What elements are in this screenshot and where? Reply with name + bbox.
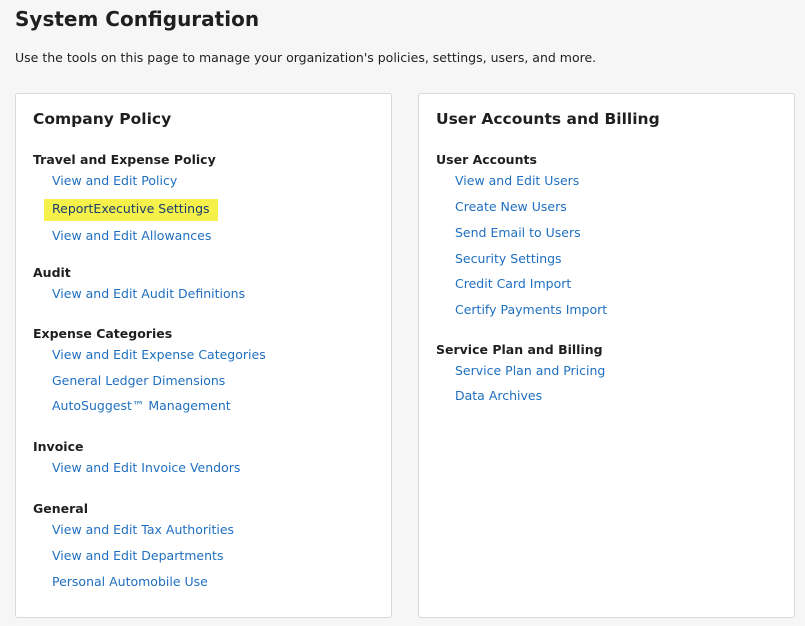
general-heading: General	[33, 501, 88, 516]
service-plan-billing-section	[436, 342, 605, 413]
view-edit-tax-authorities-link[interactable]: View and Edit Tax Authorities	[52, 522, 235, 537]
view-edit-allowances-link[interactable]: View and Edit Allowances	[52, 228, 212, 243]
travel-expense-policy-heading: Travel and Expense Policy	[33, 152, 216, 167]
company-policy-card	[15, 93, 392, 618]
view-edit-expense-categories-link[interactable]: View and Edit Expense Categories	[52, 347, 266, 362]
audit-heading: Audit	[33, 265, 71, 280]
company-policy-title: Company Policy	[33, 110, 172, 128]
view-edit-users-link[interactable]: View and Edit Users	[455, 173, 580, 188]
view-edit-audit-definitions-link[interactable]: View and Edit Audit Definitions	[52, 286, 246, 301]
user-accounts-heading: User Accounts	[436, 152, 537, 167]
expense-categories-heading: Expense Categories	[33, 326, 173, 341]
send-email-to-users-link[interactable]: Send Email to Users	[455, 225, 581, 240]
data-archives-link[interactable]: Data Archives	[455, 388, 543, 403]
invoice-heading: Invoice	[33, 439, 84, 454]
report-executive-settings-link[interactable]: ReportExecutive Settings	[44, 199, 218, 221]
travel-expense-policy-section	[33, 152, 218, 253]
view-edit-policy-link[interactable]: View and Edit Policy	[52, 173, 178, 188]
service-plan-billing-heading: Service Plan and Billing	[436, 342, 603, 357]
autosuggest-management-link[interactable]: AutoSuggest™ Management	[52, 398, 231, 413]
general-section	[33, 501, 234, 599]
audit-section	[33, 265, 245, 311]
page-title: System Configuration	[15, 7, 260, 31]
certify-payments-import-link[interactable]: Certify Payments Import	[455, 302, 608, 317]
security-settings-link[interactable]: Security Settings	[455, 251, 562, 266]
view-edit-departments-link[interactable]: View and Edit Departments	[52, 548, 224, 563]
create-new-users-link[interactable]: Create New Users	[455, 199, 567, 214]
user-accounts-section	[436, 152, 607, 327]
user-accounts-billing-card	[418, 93, 795, 618]
invoice-section	[33, 439, 240, 485]
user-accounts-billing-title: User Accounts and Billing	[436, 110, 660, 128]
general-ledger-dimensions-link[interactable]: General Ledger Dimensions	[52, 373, 226, 388]
service-plan-pricing-link[interactable]: Service Plan and Pricing	[455, 363, 606, 378]
page-subtitle: Use the tools on this page to manage your organization's policies, settings, users, and more.	[15, 50, 597, 65]
personal-automobile-use-link[interactable]: Personal Automobile Use	[52, 574, 208, 589]
credit-card-import-link[interactable]: Credit Card Import	[455, 276, 572, 291]
view-edit-invoice-vendors-link[interactable]: View and Edit Invoice Vendors	[52, 460, 241, 475]
expense-categories-section	[33, 326, 266, 423]
